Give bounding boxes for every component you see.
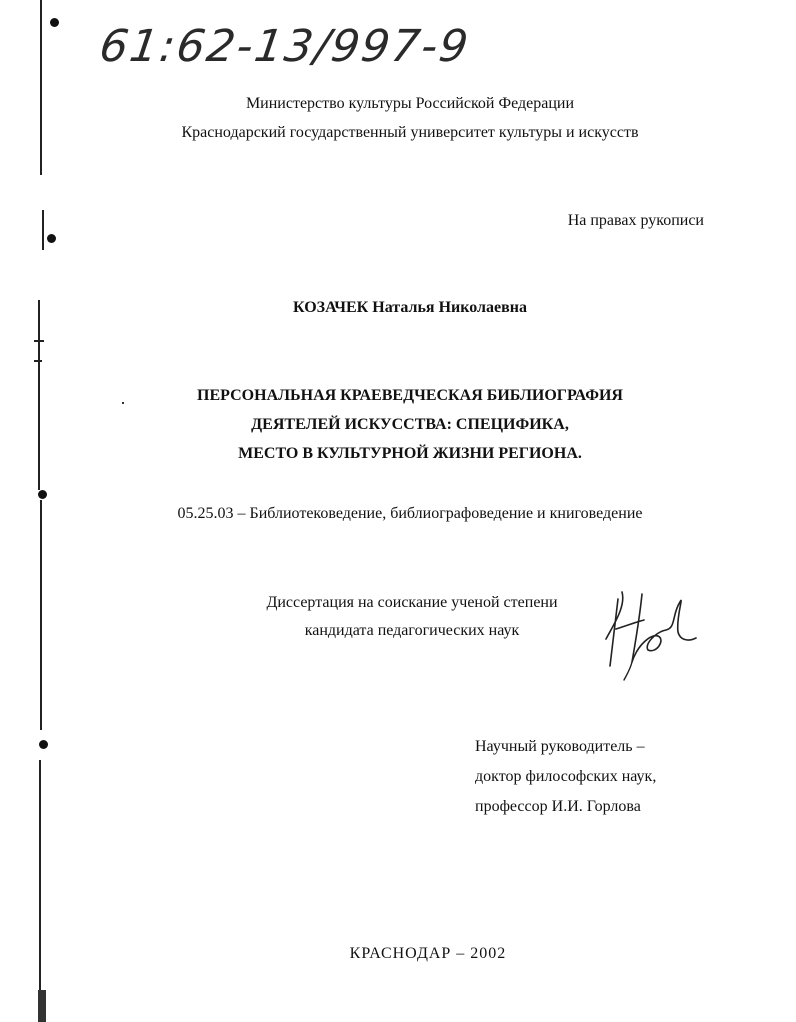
manuscript-note: На правах рукописи (567, 212, 704, 229)
binding-line (39, 760, 41, 1020)
binding-hole (50, 18, 59, 27)
binding-hole (38, 490, 47, 499)
ministry-line: Министерство культуры Российской Федерации (245, 95, 575, 112)
binding-line (40, 500, 42, 730)
binding-mark (34, 340, 44, 342)
binding-line (40, 0, 42, 175)
title-line-2: ДЕЯТЕЛЕЙ ИСКУССТВА: СПЕЦИФИКА, (251, 416, 569, 433)
advisor-line-2: доктор философских наук, (475, 768, 657, 785)
advisor-line-1: Научный руководитель – (475, 738, 645, 755)
binding-hole (39, 740, 48, 749)
title-line-3: МЕСТО В КУЛЬТУРНОЙ ЖИЗНИ РЕГИОНА. (238, 445, 582, 462)
scan-speck (38, 990, 46, 1022)
author-name: КОЗАЧЕК Наталья Николаевна (293, 299, 527, 316)
specialty-line: 05.25.03 – Библиотековедение, библиографоведение и книговедение (177, 505, 643, 522)
binding-mark (34, 360, 42, 362)
degree-line-1: Диссертация на соискание ученой степени (266, 594, 558, 611)
binding-line (42, 210, 44, 250)
university-line: Краснодарский государственный университет культуры и искусств (181, 124, 639, 141)
binding-hole (47, 234, 56, 243)
author-signature (596, 584, 706, 684)
title-line-1: ПЕРСОНАЛЬНАЯ КРАЕВЕДЧЕСКАЯ БИБЛИОГРАФИЯ (197, 387, 623, 404)
degree-line-2: кандидата педагогических наук (304, 622, 520, 639)
archive-code: 61:62-13/997-9 (96, 21, 473, 72)
city-year: КРАСНОДАР – 2002 (349, 945, 507, 962)
advisor-line-3: профессор И.И. Горлова (475, 798, 641, 815)
